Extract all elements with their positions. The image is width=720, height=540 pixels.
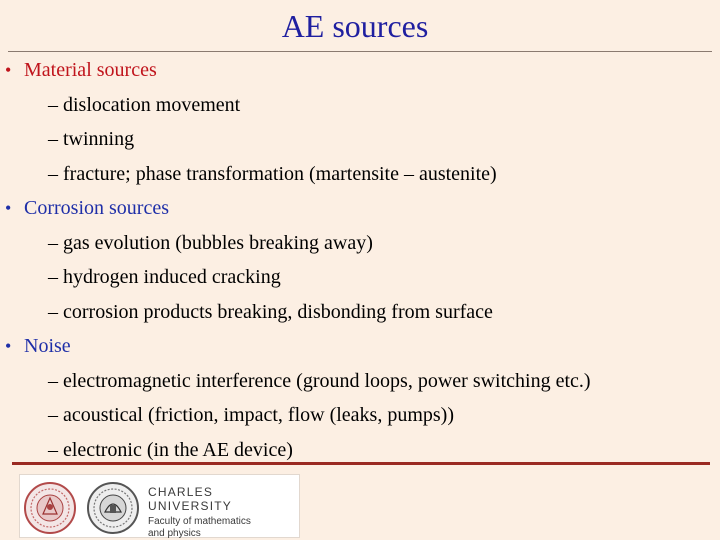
section-noise xyxy=(0,329,720,364)
list-item: – gas evolution (bubbles breaking away) xyxy=(48,231,373,254)
logo-faculty-line2: and physics xyxy=(148,528,201,539)
list-item: – electronic (in the AE device) xyxy=(48,438,293,461)
section-heading-noise: Noise xyxy=(24,335,71,357)
faculty-seal-icon xyxy=(86,481,140,535)
section-heading-material: Material sources xyxy=(24,59,157,81)
bullet-list xyxy=(0,53,720,467)
list-item: – hydrogen induced cracking xyxy=(48,266,281,288)
section-corrosion xyxy=(0,191,720,226)
logo-faculty-line1: Faculty of mathematics xyxy=(148,516,251,527)
list-item: – twinning xyxy=(48,128,135,150)
footer-divider xyxy=(12,462,710,465)
logo-text xyxy=(148,485,299,540)
list-item: – fracture; phase transformation (martensite – austenite) xyxy=(48,162,497,185)
list-item: – electromagnetic interference (ground loops, power switching etc.) xyxy=(48,369,591,392)
slide-title: AE sources xyxy=(281,8,429,44)
bullet-icon: • xyxy=(5,336,12,356)
bullet-icon: • xyxy=(5,198,12,218)
logo-university-name: CHARLES UNIVERSITY xyxy=(148,485,233,513)
university-logo xyxy=(19,474,300,538)
section-material xyxy=(0,53,720,88)
list-item: – dislocation movement xyxy=(48,93,241,116)
university-seal-icon xyxy=(23,481,77,535)
section-heading-corrosion: Corrosion sources xyxy=(24,197,169,219)
list-item: – acoustical (friction, impact, flow (leaks, pumps)) xyxy=(48,404,454,426)
title-divider xyxy=(8,51,712,52)
list-item: – corrosion products breaking, disbonding from surface xyxy=(48,300,493,323)
bullet-icon: • xyxy=(5,60,12,80)
